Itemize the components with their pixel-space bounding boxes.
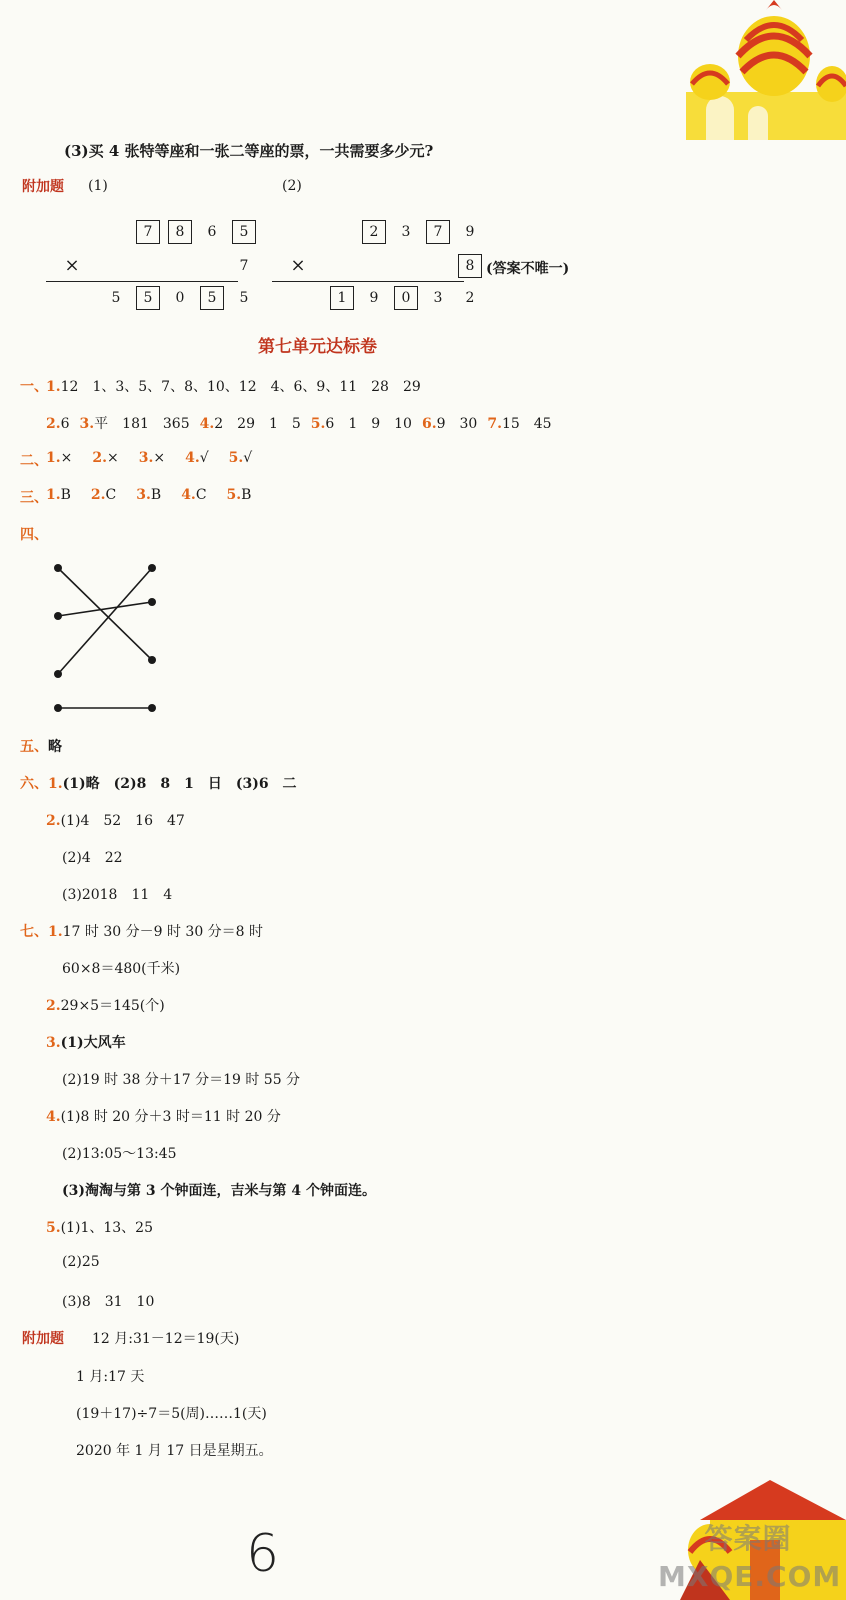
addon-line1: 12 月:31－12＝19(天) (92, 1331, 240, 1347)
watermark: 答案圈 MXQE.COM (658, 1522, 842, 1593)
answer-text: 6 (60, 416, 70, 432)
part2-row (46, 450, 252, 466)
part3-label: 三、 (20, 490, 48, 506)
p2-result-digit: 1 (330, 286, 354, 310)
answer-number: 4. (181, 487, 196, 503)
p1-digit: 6 (207, 224, 217, 240)
p2-result-digit: 3 (433, 290, 443, 306)
p2-result-digit: 9 (369, 290, 379, 306)
answer-number: 5. (226, 487, 242, 503)
multiply-rule (46, 281, 238, 282)
answer-text: √ (199, 450, 209, 466)
top-question: (3)买 4 张特等座和一张二等座的票，一共需要多少元? (64, 142, 434, 160)
answer-number: 6. (421, 416, 437, 432)
part7-q4-1: (1)8 时 20 分＋3 时＝11 时 20 分 (60, 1109, 281, 1125)
answer-number: 2. (90, 487, 106, 503)
part7-q5-num: 5. (46, 1220, 61, 1236)
part7-q5-2: (2)25 (62, 1254, 100, 1270)
answer-number: 5. (310, 416, 326, 432)
answer-text: √ (243, 450, 253, 466)
p2-digit: 7 (426, 220, 450, 244)
part7-q5-3: (3)8 31 10 (62, 1294, 155, 1310)
part7-q1-b: 60×8＝480(千米) (62, 961, 181, 977)
part7-q2 (46, 995, 165, 1015)
p2-digit: 3 (401, 224, 411, 240)
answer-text: 12 1、3、5、7、8、10、12 4、6、9、11 28 29 (60, 379, 421, 395)
part4-label: 四、 (20, 527, 48, 543)
part6-q1-num: 1. (48, 776, 63, 792)
part7-q3 (46, 1032, 126, 1052)
part7-q4-2: (2)13:05～13:45 (62, 1146, 177, 1162)
matching-lines-diagram (44, 556, 168, 720)
p2-digit: 9 (465, 224, 475, 240)
multiply-sign: × (290, 255, 306, 276)
addon-line2: 1 月:17 天 (76, 1369, 145, 1385)
part6-q1-text: (1)略 (2)8 8 1 日 (3)6 二 (62, 776, 297, 792)
castle-top-decoration (676, 0, 846, 140)
addon-note: (答案不唯一) (486, 261, 570, 277)
part7-q1-num: 1. (48, 924, 63, 940)
part7-q2-num: 2. (46, 998, 61, 1014)
answer-number: 5. (228, 450, 244, 466)
part7-q1-a: 17 时 30 分－9 时 30 分＝8 时 (62, 924, 264, 940)
p2-multiplier: 8 (458, 254, 482, 278)
answer-text: B (241, 487, 252, 503)
p2-result-digit: 0 (394, 286, 418, 310)
part6-q2 (46, 810, 185, 830)
part7-q5 (46, 1217, 153, 1237)
part5-label: 五、 (20, 739, 48, 755)
part7-q5-1: (1)1、13、25 (60, 1220, 153, 1236)
part7-q2-text: 29×5＝145(个) (60, 998, 165, 1014)
part3-row (46, 487, 251, 503)
p1-digit: 5 (232, 220, 256, 244)
answer-text: B (60, 487, 71, 503)
answer-text: 15 45 (501, 416, 552, 432)
answer-number: 1. (46, 487, 61, 503)
p1-result-digit: 5 (111, 290, 121, 306)
p1-multiplier: 7 (239, 258, 249, 274)
multiply-rule (272, 281, 464, 282)
answer-number: 1. (46, 379, 61, 395)
answer-number: 3. (79, 416, 95, 432)
answer-text: 2 29 1 5 (214, 416, 301, 432)
part6-q2-1: (1)4 52 16 47 (60, 813, 185, 829)
addon-label-bottom: 附加题 (22, 1331, 64, 1347)
p1-digit: 7 (136, 220, 160, 244)
answer-number: 3. (136, 487, 151, 503)
multiply-sign: × (64, 255, 80, 276)
section-title: 第七单元达标卷 (258, 337, 377, 357)
part1-label: 一、 (20, 379, 48, 395)
part5 (20, 736, 62, 756)
part6-q2-3: (3)2018 11 4 (62, 887, 173, 903)
answer-number: 7. (487, 416, 502, 432)
part6-q2-num: 2. (46, 813, 61, 829)
addon-p2-label: (2) (282, 178, 302, 194)
answer-text: 9 30 (436, 416, 478, 432)
part6-q2-2: (2)4 22 (62, 850, 123, 866)
answer-number: 4. (199, 416, 215, 432)
answer-text: × (106, 450, 119, 466)
part7-q4 (46, 1106, 281, 1126)
part7-q1 (20, 921, 263, 941)
p2-result-digit: 2 (465, 290, 475, 306)
part6-label: 六、 (20, 776, 48, 792)
part1-row2 (46, 413, 552, 433)
part7-q4-3: (3)淘淘与第 3 个钟面连，吉米与第 4 个钟面连。 (62, 1183, 376, 1199)
part7-q3-2: (2)19 时 38 分＋17 分＝19 时 55 分 (62, 1072, 301, 1088)
answer-text: 平 181 365 (94, 416, 190, 432)
part1-row1 (46, 376, 421, 396)
answer-text: 6 1 9 10 (325, 416, 412, 432)
answer-number: 3. (138, 450, 154, 466)
part7-q4-num: 4. (46, 1109, 61, 1125)
page-number-handwritten: 6 (246, 1524, 280, 1584)
part7-q3-num: 3. (46, 1035, 61, 1051)
addon-line3: (19＋17)÷7＝5(周)……1(天) (76, 1406, 267, 1422)
addon-line4: 2020 年 1 月 17 日是星期五。 (76, 1443, 273, 1459)
addon-label-top: 附加题 (22, 179, 64, 195)
part6-q1 (20, 773, 297, 793)
part2-label: 二、 (20, 453, 48, 469)
answer-text: C (105, 487, 117, 503)
answer-text: C (195, 487, 207, 503)
p1-result-digit: 5 (200, 286, 224, 310)
p2-digit: 2 (362, 220, 386, 244)
p1-result-digit: 0 (175, 290, 185, 306)
part7-q3-1: (1)大风车 (60, 1035, 126, 1051)
answer-number: 1. (46, 450, 61, 466)
p1-result-digit: 5 (239, 290, 249, 306)
answer-text: × (60, 450, 73, 466)
answer-number: 4. (185, 450, 200, 466)
answer-number: 2. (92, 450, 107, 466)
addon-p1-label: (1) (88, 178, 108, 194)
part7-label: 七、 (20, 924, 48, 940)
answer-text: × (153, 450, 166, 466)
answer-text: B (150, 487, 162, 503)
answer-number: 2. (46, 416, 61, 432)
part5-text: 略 (48, 739, 62, 755)
p1-result-digit: 5 (136, 286, 160, 310)
p1-digit: 8 (168, 220, 192, 244)
